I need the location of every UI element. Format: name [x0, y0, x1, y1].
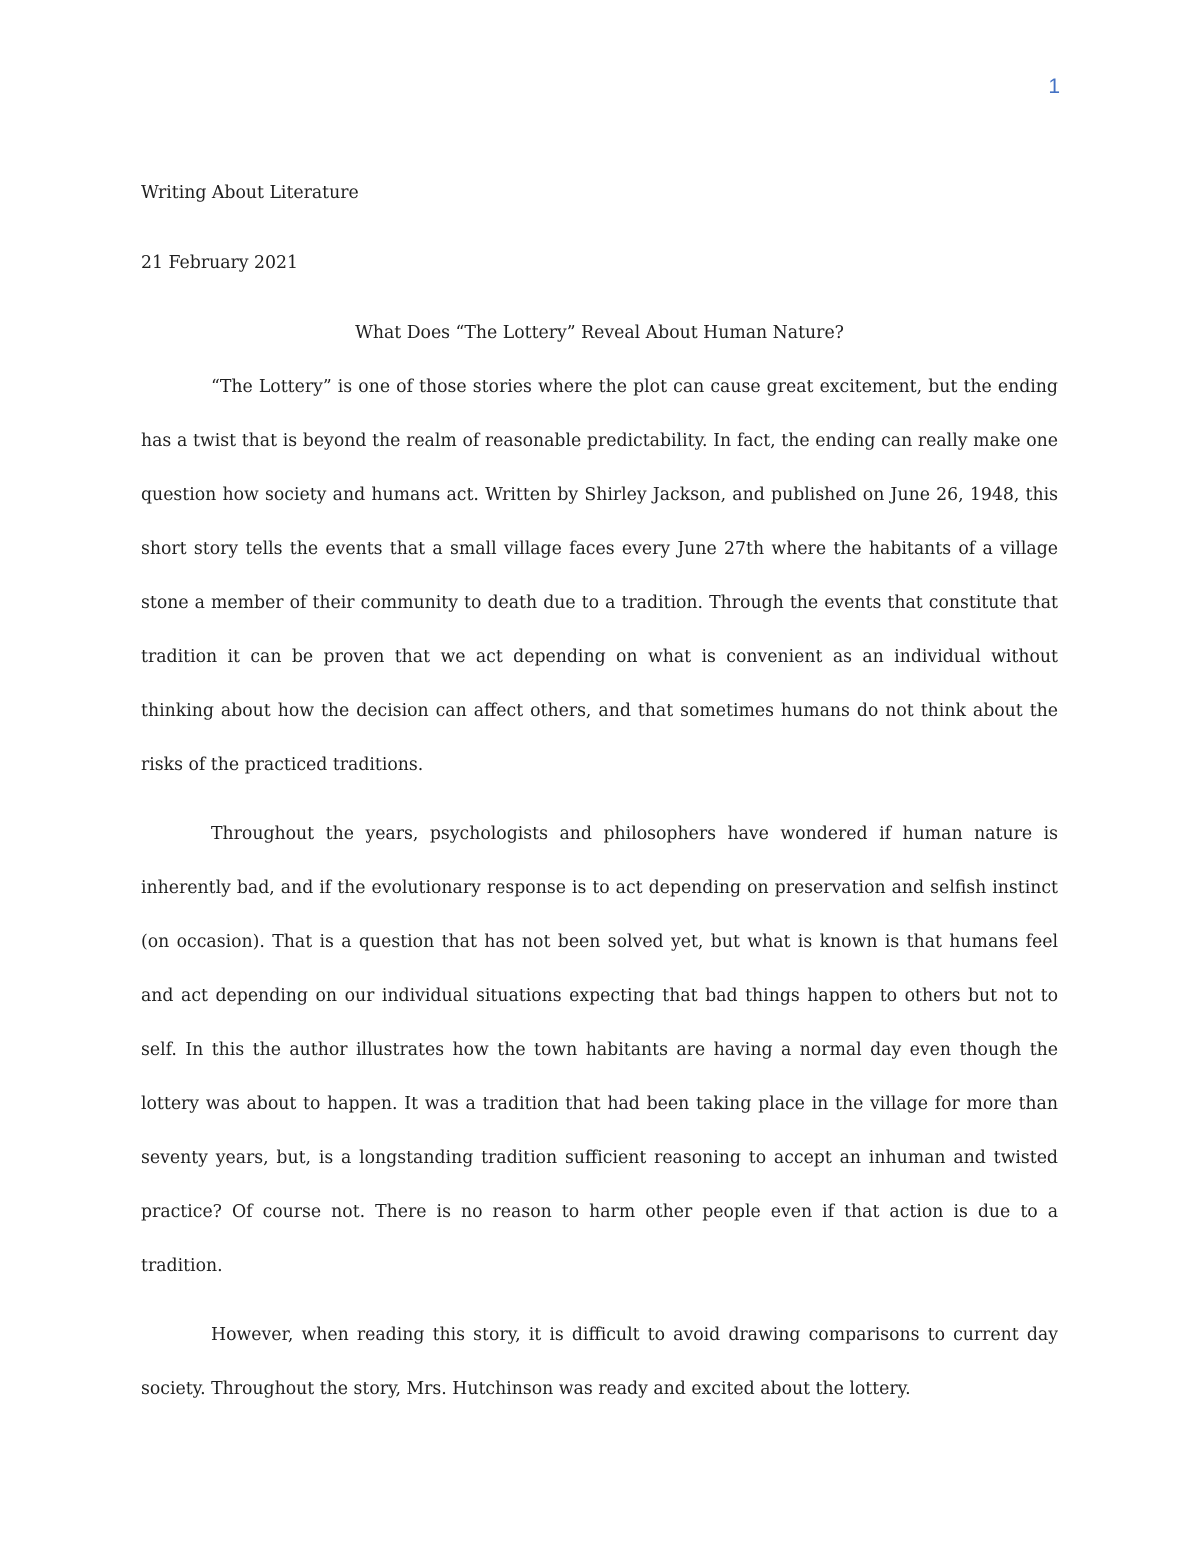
paragraph-1: “The Lottery” is one of those stories where the plot can cause great excitement, but the ending has a twist that is beyond the realm of reasonable predictability. In fact, the ending can really make one question how society and humans act. Written by Shirley Jackson, and published on June 26, 1948, this short story tells the events that a small village faces every June 27th where the habitants of a village stone a member of their community to death due to a tradition. Through the events that constitute that tradition it can be proven that we act depending on what is convenient as an individual without thinking about how the decision can affect others, and that sometimes humans do not think about the risks of the practiced traditions.: [141, 377, 1058, 775]
paragraph-2: Throughout the years, psychologists and philosophers have wondered if human nature is inherently bad, and if the evolutionary response is to act depending on preservation and selfish instinct (on occasion). That is a question that has not been solved yet, but what is known is that humans feel and act depending on our individual situations expecting that bad things happen to others but not to self. In this the author illustrates how the town habitants are having a normal day even though the lottery was about to happen. It was a tradition that had been taking place in the village for more than seventy years, but, is a longstanding tradition sufficient reasoning to accept an inhuman and twisted practice? Of course not. There is no reason to harm other people even if that action is due to a tradition.: [141, 824, 1058, 1276]
course-name: Writing About Literature: [141, 183, 359, 203]
essay-body: [141, 166, 1058, 1416]
paragraph-3: However, when reading this story, it is difficult to avoid drawing comparisons to current day society. Throughout the story, Mrs. Hutchinson was ready and excited about the lottery.: [141, 1325, 1058, 1399]
essay-title: What Does “The Lottery” Reveal About Human Nature?: [355, 323, 844, 343]
essay-date: 21 February 2021: [141, 253, 299, 273]
page-number: 1: [1048, 75, 1060, 98]
